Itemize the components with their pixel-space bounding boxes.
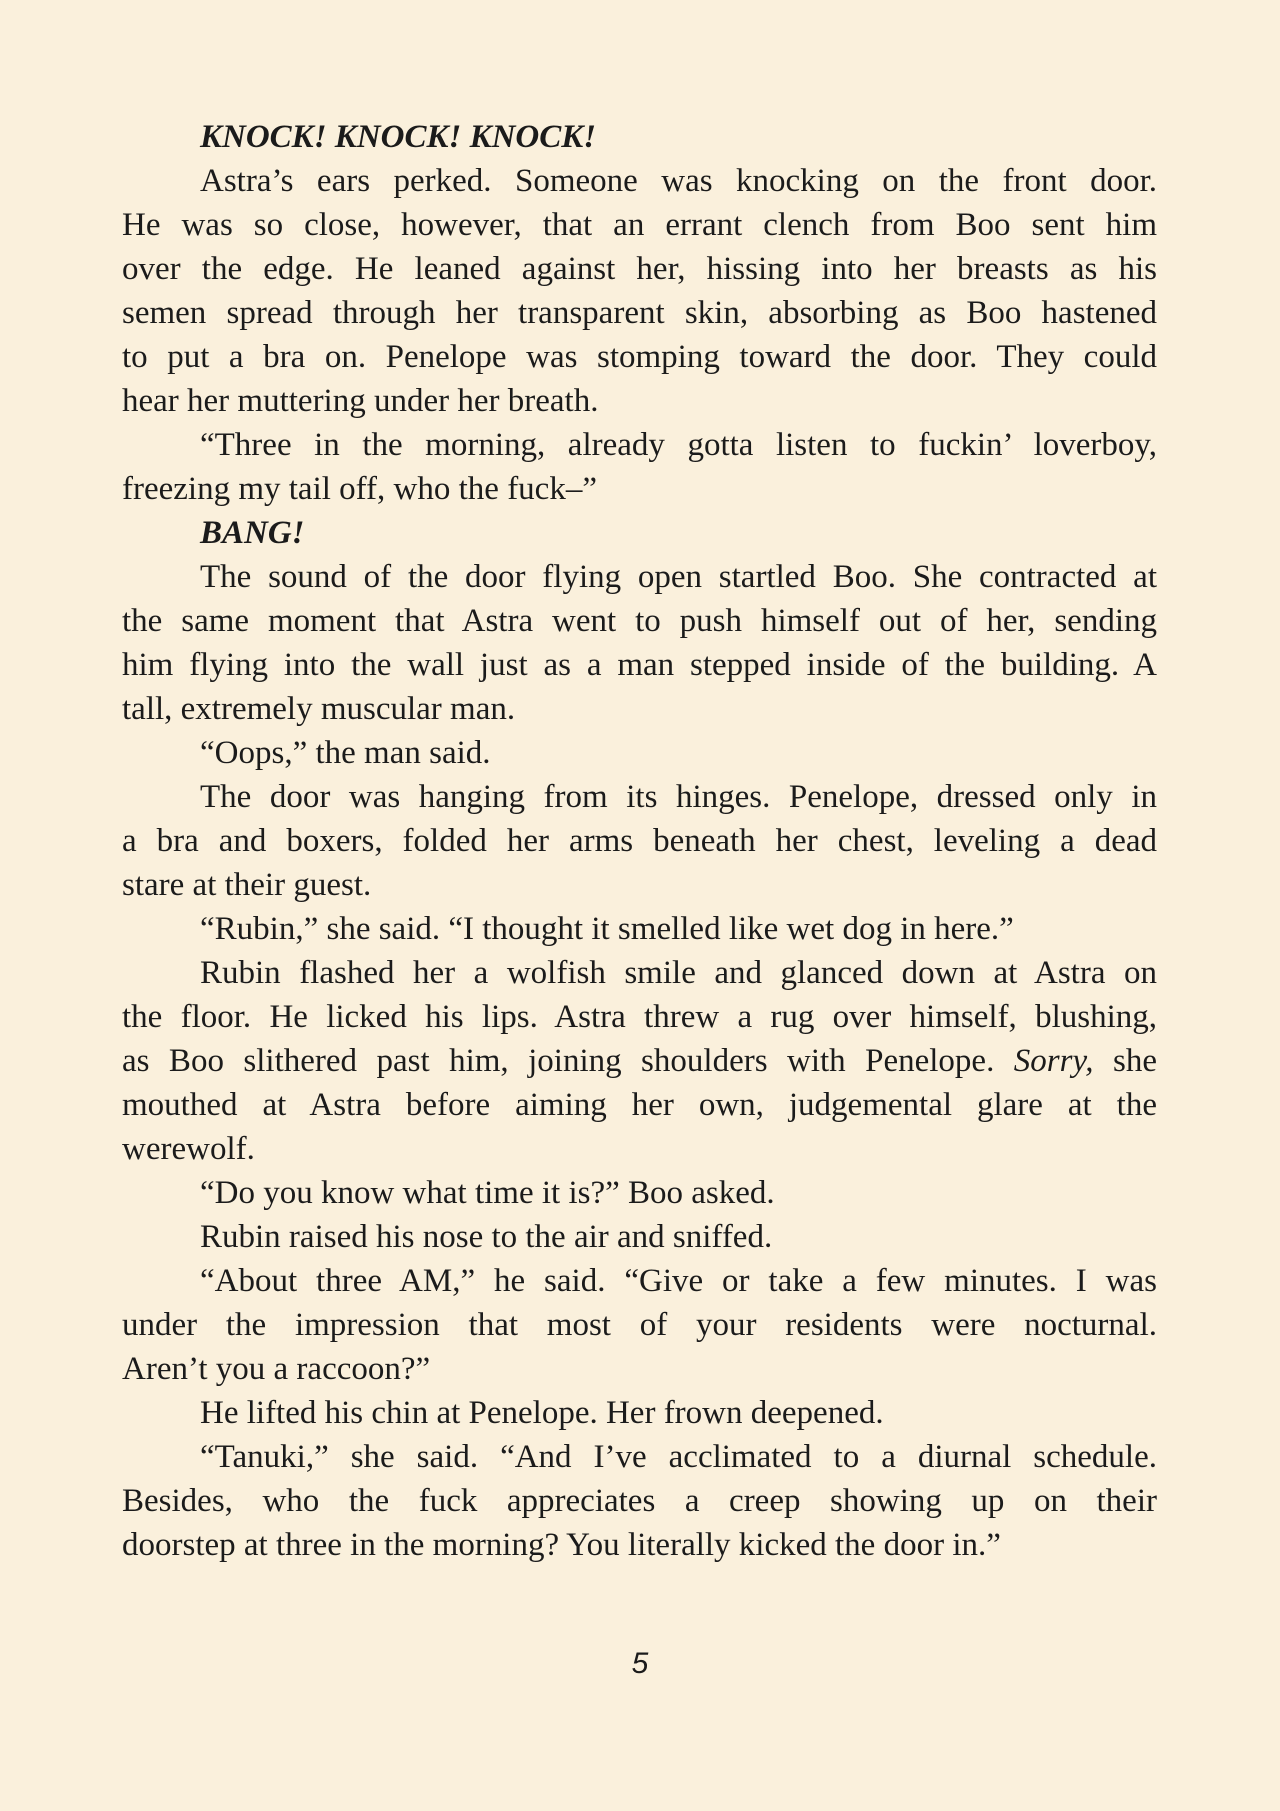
text-line: Rubin flashed her a wolfish smile and glanced down at Astra on: [200, 955, 1157, 991]
paragraph: [122, 511, 1157, 555]
text-line: “Tanuki,” she said. “And I’ve acclimated to a diurnal schedule.: [200, 1439, 1157, 1475]
paragraph: [122, 159, 1157, 423]
paragraph: [122, 1259, 1157, 1391]
text-line: him flying into the wall just as a man stepped inside of the building. A: [122, 647, 1157, 683]
text-line: “Oops,” the man said.: [200, 735, 491, 771]
paragraph: [122, 1435, 1157, 1567]
text-line: “Do you know what time it is?” Boo asked.: [200, 1175, 775, 1211]
paragraph: [122, 731, 1157, 775]
text-line: a bra and boxers, folded her arms beneath her chest, leveling a dead: [122, 823, 1157, 859]
paragraph: [122, 907, 1157, 951]
text-line: to put a bra on. Penelope was stomping toward the door. They could: [122, 339, 1157, 375]
text-line: “About three AM,” he said. “Give or take a few minutes. I was: [200, 1263, 1157, 1299]
text-line: freezing my tail off, who the fuck–”: [122, 471, 597, 507]
italic-text: Sorry,: [1013, 1043, 1094, 1079]
text-line: Rubin raised his nose to the air and sniffed.: [200, 1219, 773, 1255]
text-line: as Boo slithered past him, joining shoulders with Penelope. Sorry, she: [122, 1043, 1157, 1079]
text-line: “Three in the morning, already gotta listen to fuckin’ loverboy,: [200, 427, 1157, 463]
paragraph: [122, 423, 1157, 511]
text-line: Astra’s ears perked. Someone was knocking on the front door.: [200, 163, 1157, 199]
text-line: over the edge. He leaned against her, hissing into her breasts as his: [122, 251, 1157, 287]
text-line: under the impression that most of your residents were nocturnal.: [122, 1307, 1157, 1343]
text-line: The door was hanging from its hinges. Penelope, dressed only in: [200, 779, 1157, 815]
text-line: Besides, who the fuck appreciates a creep showing up on their: [122, 1483, 1157, 1519]
text-line: KNOCK! KNOCK! KNOCK!: [200, 119, 597, 155]
text-line: mouthed at Astra before aiming her own, judgemental glare at the: [122, 1087, 1157, 1123]
paragraph: [122, 1391, 1157, 1435]
page-number: 5: [631, 1647, 649, 1680]
text-line: BANG!: [200, 515, 305, 551]
text-line: werewolf.: [122, 1131, 255, 1167]
text-line: tall, extremely muscular man.: [122, 691, 516, 727]
paragraph: [122, 951, 1157, 1171]
text-line: He lifted his chin at Penelope. Her frown deepened.: [200, 1395, 884, 1431]
text-line: He was so close, however, that an errant clench from Boo sent him: [122, 207, 1157, 243]
text-line: “Rubin,” she said. “I thought it smelled like wet dog in here.”: [200, 911, 1014, 947]
text-line: the floor. He licked his lips. Astra threw a rug over himself, blushing,: [122, 999, 1157, 1035]
text-line: Aren’t you a raccoon?”: [122, 1351, 431, 1387]
text-block: [122, 115, 1157, 1567]
paragraph: [122, 1215, 1157, 1259]
paragraph: [122, 115, 1157, 159]
paragraph: [122, 1171, 1157, 1215]
text-line: hear her muttering under her breath.: [122, 383, 599, 419]
text-line: semen spread through her transparent skin, absorbing as Boo hastened: [122, 295, 1157, 331]
text-line: the same moment that Astra went to push himself out of her, sending: [122, 603, 1157, 639]
text-line: The sound of the door flying open startled Boo. She contracted at: [200, 559, 1157, 595]
paragraph: [122, 775, 1157, 907]
text-line: doorstep at three in the morning? You literally kicked the door in.”: [122, 1527, 1001, 1563]
paragraph: [122, 555, 1157, 731]
text-line: stare at their guest.: [122, 867, 372, 903]
